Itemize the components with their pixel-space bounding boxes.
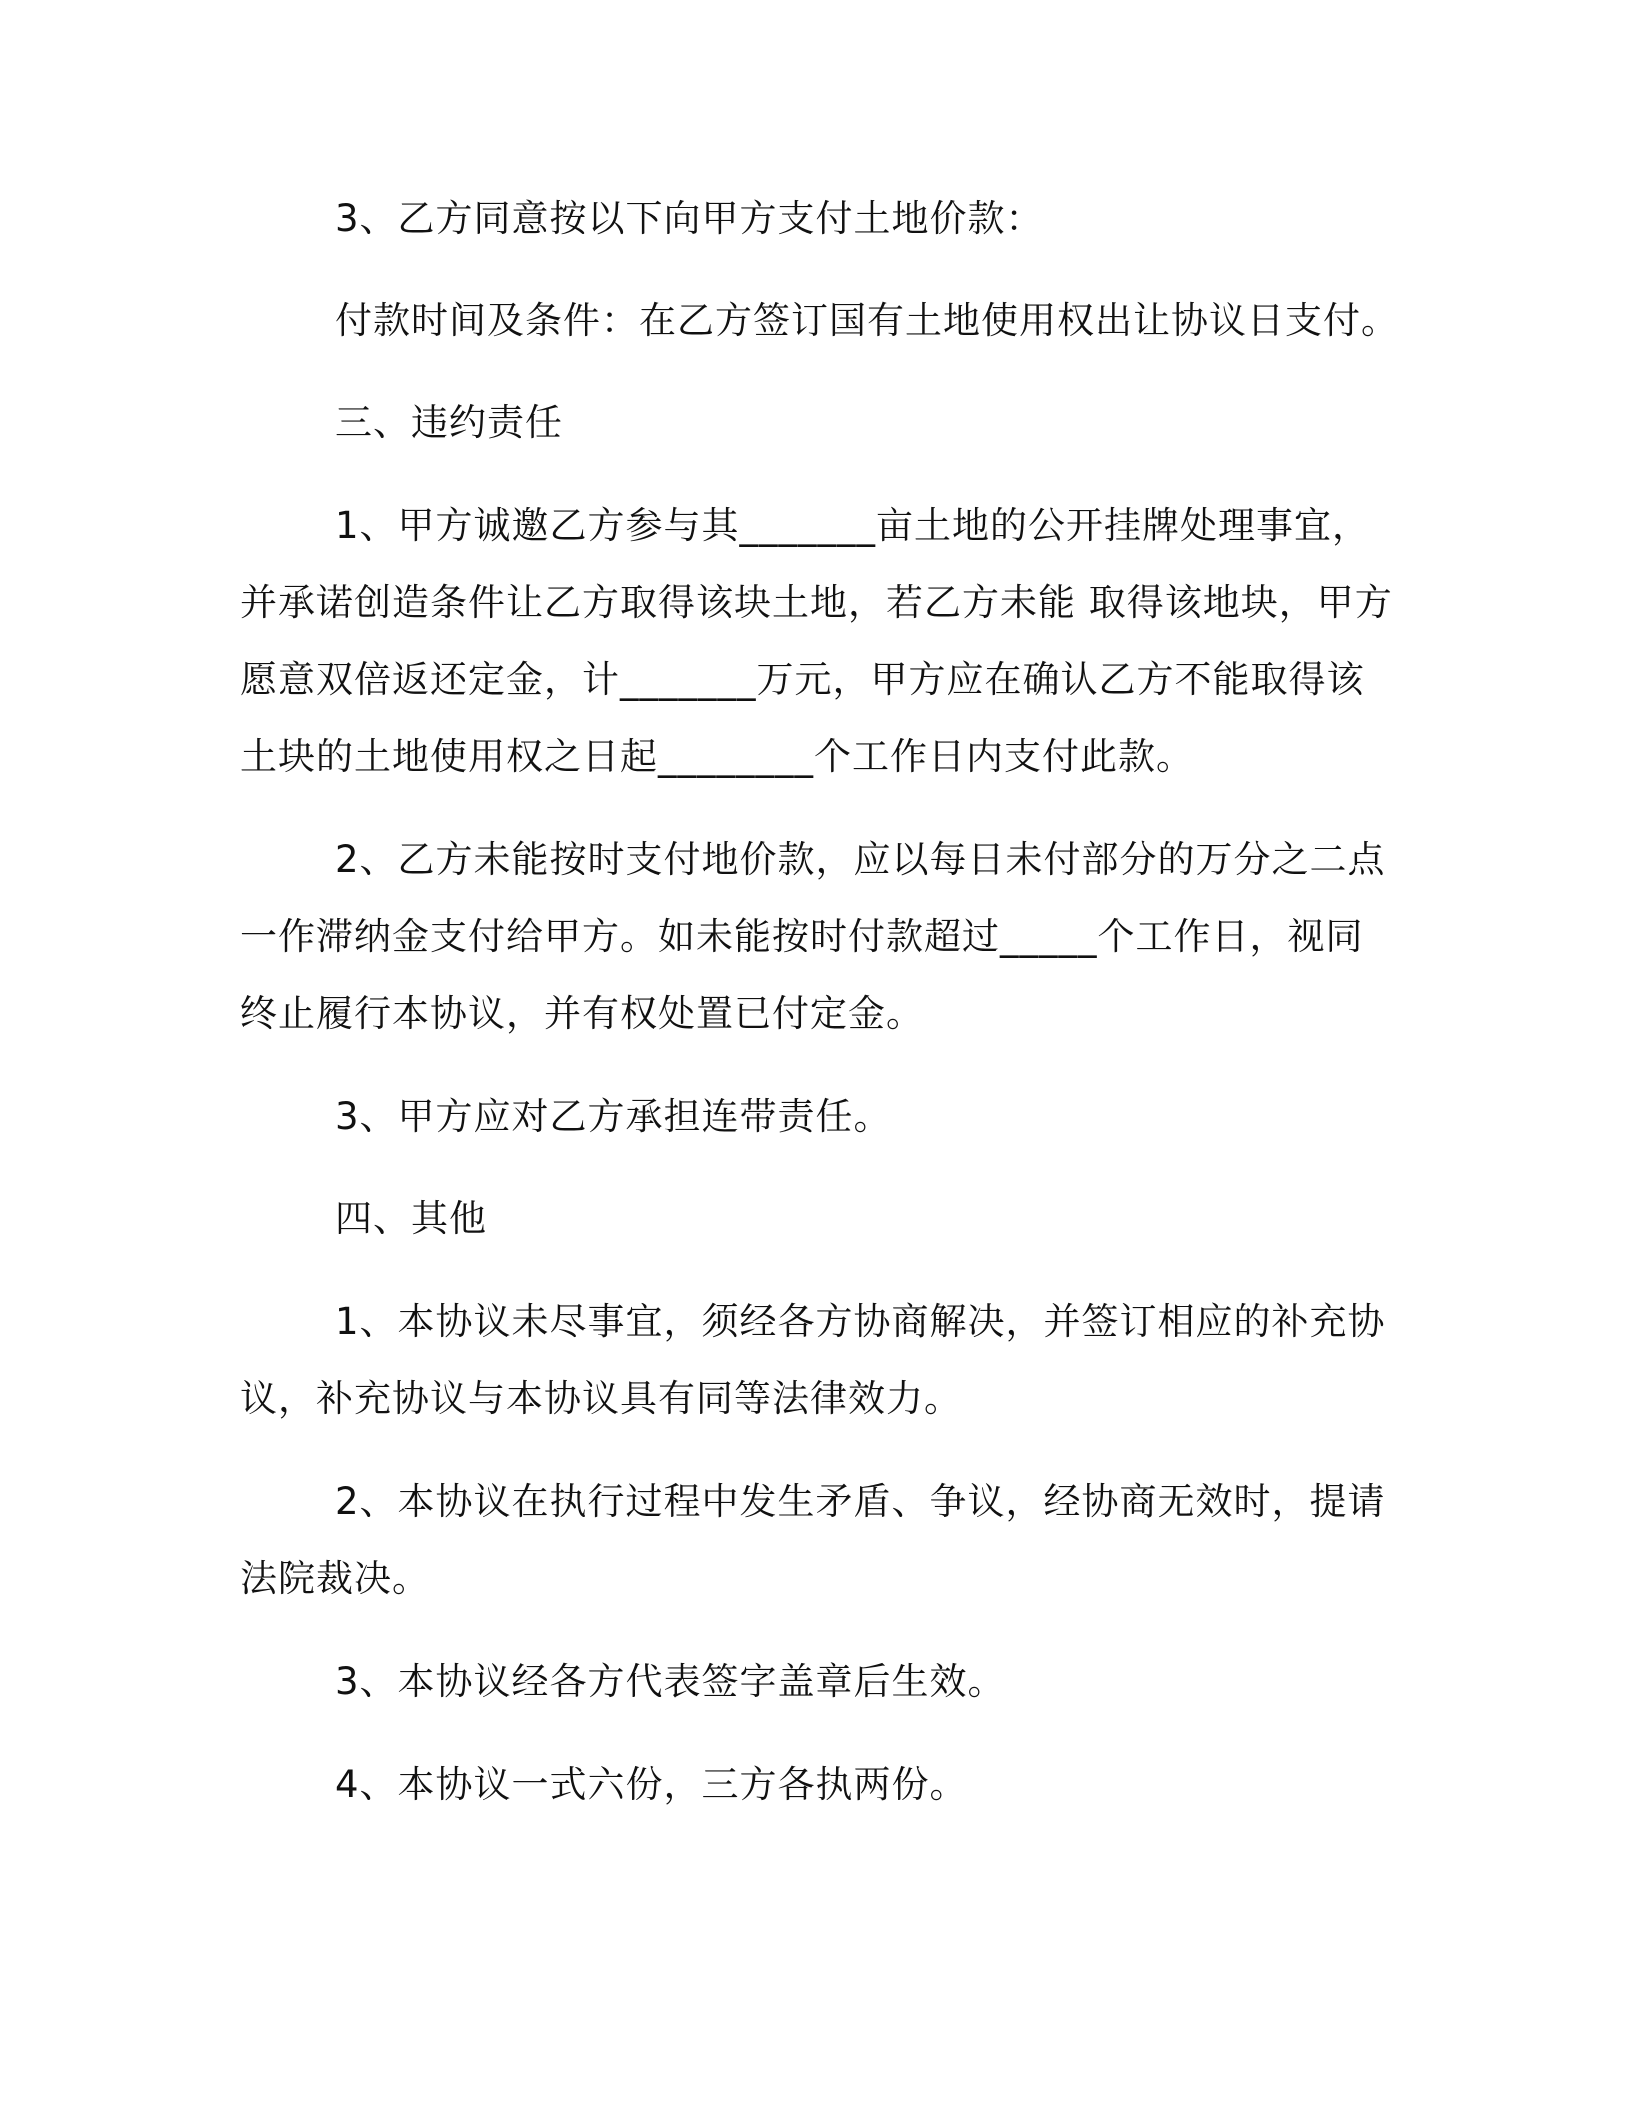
paragraph-breach-2: 2、乙方未能按时支付地价款，应以每日未付部分的万分之二点一作滞纳金支付给甲方。如未能按时付款超过_____个工作日，视同终止履行本协议，并有权处置已付定金。 [240,838,1386,1035]
paragraph-breach-1: 1、甲方诚邀乙方参与其_______亩土地的公开挂牌处理事宜，并承诺创造条件让乙方取得该块土地，若乙方未能 取得该地块，甲方愿意双倍返还定金，计_______万元，甲方应在确认乙方不能取得该土块的土地使用权之日起________个工作日内支付此款。 [240,504,1393,778]
paragraph-other-2: 2、本协议在执行过程中发生矛盾、争议，经协商无效时，提请法院裁决。 [240,1480,1386,1600]
paragraph-payment-clause: 3、乙方同意按以下向甲方支付土地价款： [335,197,1044,240]
paragraph-other-1: 1、本协议未尽事宜，须经各方协商解决，并签订相应的补充协议，补充协议与本协议具有同等法律效力。 [240,1300,1386,1420]
section-heading-other: 四、其他 [335,1197,487,1240]
paragraph-other-4: 4、本协议一式六份，三方各执两份。 [335,1763,968,1806]
section-heading-breach: 三、违约责任 [335,401,563,444]
paragraph-other-3: 3、本协议经各方代表签字盖章后生效。 [335,1660,1006,1703]
paragraph-breach-3: 3、甲方应对乙方承担连带责任。 [335,1095,892,1138]
paragraph-payment-terms: 付款时间及条件：在乙方签订国有土地使用权出让协议日支付。 [335,299,1399,342]
